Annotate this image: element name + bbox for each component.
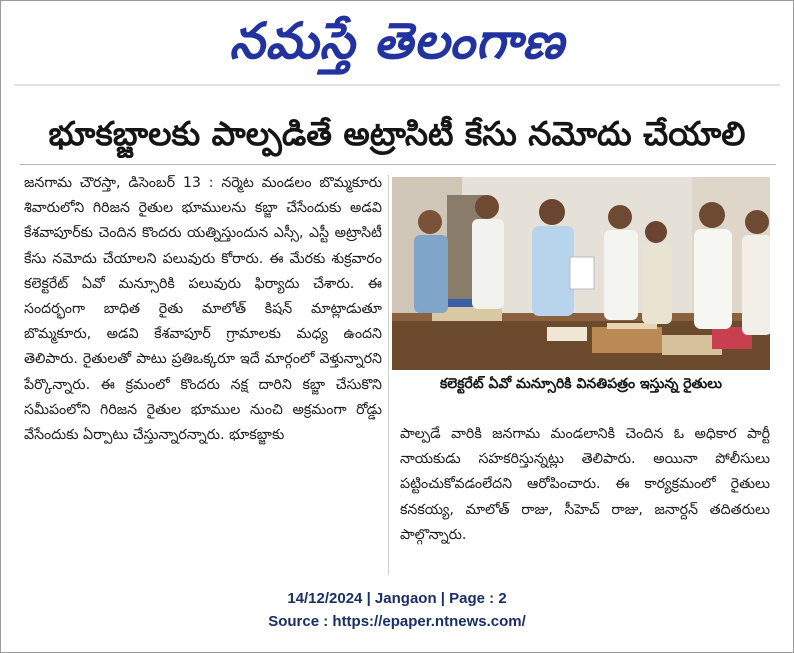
photo-caption: కలెక్టరేట్ ఏవో మన్సూరికి వినతిపత్రం ఇస్తున్న రైతులు	[392, 370, 770, 398]
newspaper-masthead: నమస్తే తెలంగాణ	[229, 11, 565, 70]
article-headline: భూకబ్జాలకు పాల్పడితే అట్రాసిటీ కేసు నమోదు చేయాలి	[48, 114, 746, 153]
article-photo	[392, 177, 770, 370]
headline-divider	[20, 164, 776, 165]
article-right-column	[400, 422, 770, 582]
article-body-left: జనగామ చౌరస్తా, డిసెంబర్ 13 : నర్మెట మండలం బొమ్మకూరు శివారులోని గిరిజన రైతుల భూములను కబ్జా చేసేందుకు అడవి కేశవాపూర్‌కు చెందిన కొందరు యత్నిస్తుందున ఎస్సీ, ఎస్టీ అట్రాసిటీ కేసు నమోదు చేయాలని పలువురు కోరారు. ఈ మేరకు శుక్రవారం కలెక్టరేట్ ఏవో మన్సూరికి పలువురు ఫిర్యాదు చేశారు. ఈ సందర్భంగా బాధిత రైతు మాలోత్ కిషన్ మాట్లాడుతూ బొమ్మకూరు, అడవి కేశవాపూర్ గ్రామాలకు మధ్య ఉందని తెలిపారు. రైతులతో పాటు ప్రతిఒక్కరూ ఇదే మార్గంలో వెళ్తున్నారని పేర్కొన్నారు. ఈ క్రమంలో కొందరు నక్ష దారిని కబ్జా చేసుకొని సమీపంలోని గిరిజన రైతుల భూముల నుంచి అక్రమంగా రోడ్డు వేసేందుకు ఏర్పాటు చేస్తున్నారన్నారు. భూకబ్జాకు	[24, 175, 382, 444]
article-left-column	[24, 171, 382, 581]
photo-illustration	[392, 177, 770, 370]
column-divider	[388, 175, 389, 575]
footer-source-link[interactable]: Source : https://epaper.ntnews.com/	[268, 613, 526, 630]
masthead-divider	[14, 84, 780, 86]
article-body-right: పాల్పడే వారికి జనగామ మండలానికి చెందిన ఓ అధికార పార్టీ నాయకుడు సహకరిస్తున్నట్లు తెలిపారు. అయినా పోలీసులు పట్టించుకోవడంలేదని ఆరోపించారు. ఈ కార్యక్రమంలో రైతులు కనకయ్య, మాలోత్ రాజు, సీహెచ్ రాజు, జనార్దన్ తదితరులు పాల్గొన్నారు.	[400, 426, 770, 543]
footer-date-line: 14/12/2024 | Jangaon | Page : 2	[287, 590, 507, 607]
